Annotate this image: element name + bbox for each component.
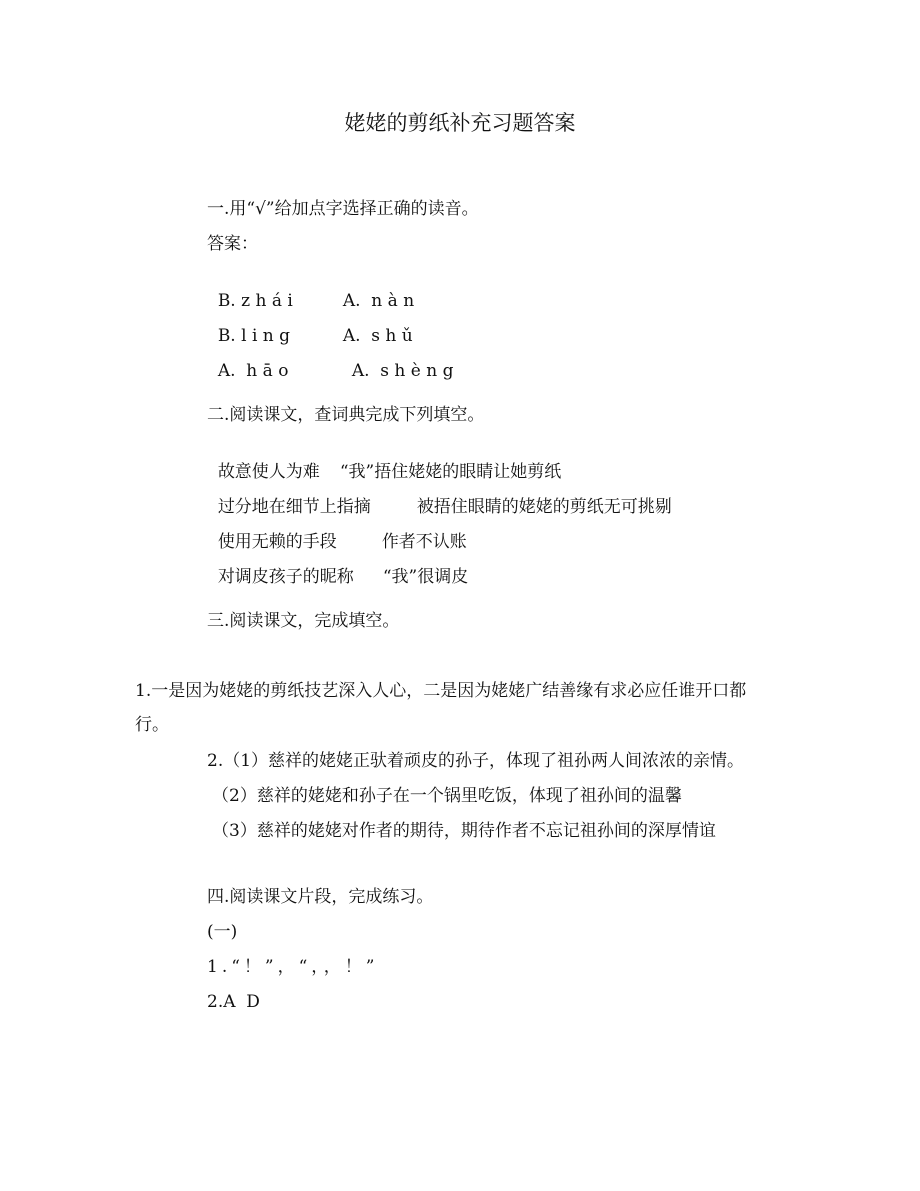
section4-question2: 2.A D	[207, 992, 260, 1012]
section1-heading: 一.用“√”给加点字选择正确的读音。	[207, 199, 479, 219]
pinyin-answer-a: B. l i n g	[217, 326, 291, 346]
section3-item2-2: （2）慈祥的姥姥和孙子在一个锅里吃饭，体现了祖孙间的温馨	[212, 786, 682, 806]
pinyin-answer-a: A. h ā o	[217, 361, 289, 381]
definition-row	[207, 544, 468, 588]
document-title: 姥姥的剪纸补充习题答案	[344, 111, 576, 135]
section2-heading: 二.阅读课文，查词典完成下列填空。	[207, 405, 485, 425]
section3-item2-3: （3）慈祥的姥姥对作者的期待，期待作者不忘记祖孙间的深厚情谊	[212, 821, 716, 841]
section4-question1: 1.“！”，“，，！”	[207, 957, 379, 977]
section3-heading: 三.阅读课文，完成填空。	[207, 611, 400, 631]
definition: 故意使人为难	[217, 462, 320, 482]
definition: 对调皮孩子的昵称	[217, 567, 354, 587]
section1-answer-label: 答案：	[207, 234, 258, 254]
section3-item1-line1: 1.一是因为姥姥的剪纸技艺深入人心，二是因为姥姥广结善缘有求必应任谁开口都	[135, 681, 747, 701]
section4-subheading: (一)	[207, 922, 238, 942]
example: 作者不认账	[381, 532, 467, 552]
pinyin-answer-b: A. s h è n g	[351, 361, 454, 381]
section4-heading: 四.阅读课文片段，完成练习。	[207, 887, 434, 907]
pinyin-answer-b: A. s h ǔ	[342, 326, 413, 346]
section3-item1-line2: 行。	[135, 715, 169, 735]
pinyin-row	[207, 338, 453, 382]
pinyin-answer-a: B. z h á i	[217, 291, 293, 311]
definition: 过分地在细节上指摘	[217, 497, 371, 517]
example: “我”捂住姥姥的眼睛让她剪纸	[339, 462, 562, 482]
section3-item2-1: 2.（1）慈祥的姥姥正驮着顽皮的孙子，体现了祖孙两人间浓浓的亲情。	[207, 751, 745, 771]
example: “我”很调皮	[382, 567, 469, 587]
pinyin-answer-b: A. n à n	[342, 291, 415, 311]
example: 被捂住眼睛的姥姥的剪纸无可挑剔	[416, 497, 672, 517]
definition: 使用无赖的手段	[217, 532, 337, 552]
